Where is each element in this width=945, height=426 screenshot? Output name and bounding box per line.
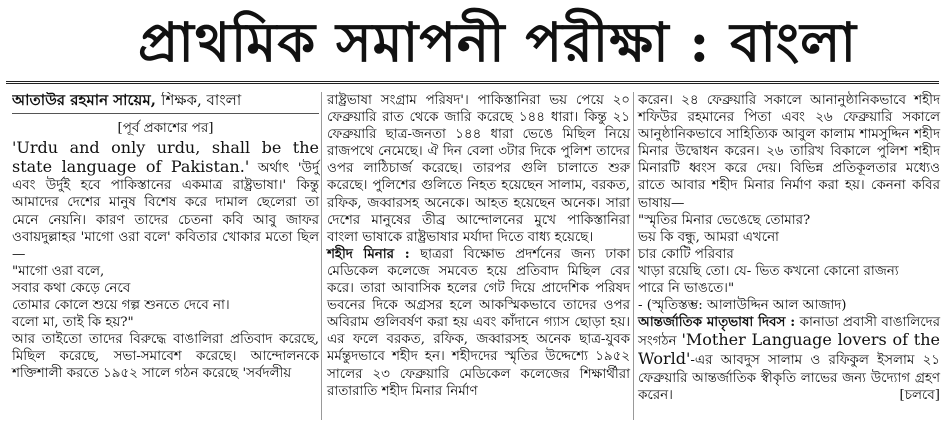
column-divider [321, 92, 322, 420]
poem [638, 212, 940, 297]
byline [12, 92, 319, 114]
organization-name: 'Mother Language lovers of the World' [638, 330, 940, 369]
poem-credit: - (স্মৃতিস্তম্ভ: আলাউদ্দিন আল আজাদ) [638, 298, 847, 314]
continued-marker: [চলবে] [899, 387, 940, 403]
column-2 [327, 92, 630, 400]
column-3 [638, 92, 940, 404]
section-heading: শহীদ মিনার : [327, 245, 410, 262]
section-heading: আন্তর্জাতিক মাতৃভাষা দিবস : [638, 314, 796, 331]
paragraph: আর তাইতো তাদের বিরুদ্ধে বাঙালিরা প্রতিবাদ করেছে, মিছিল করেছে, সভা-সমাবেশ করেছে। আন্দোলনকে শক্তিশালী করতে ১৯৫২ সালে গঠন করেছে 'সর্বদলীয় [12, 332, 319, 382]
poem-line: "মাগো ওরা বলে, [12, 263, 105, 279]
continued-note: [পূর্ব প্রকাশের পর] [117, 121, 214, 137]
paragraph-text: কানাডা প্রবাসী বাঙালিদের সংগঠন [638, 315, 941, 350]
english-quote: 'Urdu and only urdu, shall be the state language of Pakistan.' [12, 138, 319, 177]
poem-line: সবার কথা কেড়ে নেবে [12, 280, 131, 296]
column-1 [12, 92, 319, 383]
paragraph-text: ছাত্ররা বিক্ষোভ প্রদর্শনের জন্য ঢাকা মেডিকেল কলেজে সমবেত হয়ে প্রতিবাদ মিছিল বের করে। তারা আবাসিক হলের গেট দিয়ে প্রাদেশিক পরিষদ ভবনের দিকে অগ্রসর হলে আকস্মিকভাবে তাদের ওপর অবিরাম গুলিবর্ষণ করা হয় এবং কাঁদানে গ্যাস ছোড়া হয়। এর ফলে বরকত, রফিক, জব্বারসহ অনেক ছাত্র-যুবক মর্মন্তুদভাবে শহীদ হন। শহীদদের স্মৃতির উদ্দেশ্যে ১৯৫২ সালের ২৩ ফেব্রুয়ারি মেডিকেল কলেজের শিক্ষার্থীরা রাতারাতি শহীদ মিনার নির্মাণ [327, 246, 630, 399]
title-divider [6, 81, 939, 84]
paragraph: করেন। ২৪ ফেব্রুয়ারি সকালে আনানুষ্ঠানিকভাবে শহীদ শফিউর রহমানের পিতা এবং ২৬ ফেব্রুয়ারি সকালে আনুষ্ঠানিকভাবে সাহিত্যিক আবুল কালাম শামসুদ্দিন শহীদ মিনার উদ্বোধন করেন। ২৬ তারিখ বিকালে পুলিশ শহীদ মিনারটি ধ্বংস করে দেয়। বিভিন্ন প্রতিকূলতার মধ্যেও রাতে আবার শহীদ মিনার নির্মাণ করা হয়। কেননা কবির ভাষায়— [638, 93, 940, 211]
poem-line: তোমার কোলে শুয়ে গল্প শুনতে দেবে না। [12, 298, 230, 314]
paragraph: রাষ্ট্রভাষা সংগ্রাম পরিষদ'। পাকিস্তানিরা ভয় পেয়ে ২০ ফেব্রুয়ারি রাত থেকে জারি করেছে ১৪৪ ধারা। কিন্তু ২১ ফেব্রুয়ারি ছাত্র-জনতা ১৪৪ ধারা ভেঙে মিছিল নিয়ে রাজপথে নেমেছে। ঐ দিন বেলা ৩টার দিকে পুলিশ তাদের ওপর লাঠিচার্জ করেছে। তারপর গুলি চালাতে শুরু করেছে। পুলিশের গুলিতে নিহত হয়েছেন সালাম, বরকত, রফিক, জব্বারসহ অনেকে। আহত হয়েছেন অনেক। সারা দেশের মানুষের তীব্র আন্দোলনের মুখে পাকিস্তানিরা বাংলা ভাষাকে রাষ্ট্রভাষার মর্যাদা দিতে বাধ্য হয়েছে। [327, 93, 630, 245]
author-role: শিক্ষক, বাংলা [161, 92, 242, 109]
poem-line: ভয় কি বন্ধু, আমরা এখনো [638, 229, 779, 245]
paragraph-text: -এর আবদুস সালাম ও রফিকুল ইসলাম ২১ ফেব্রুয়ারি আন্তর্জাতিক স্বীকৃতি লাভের জন্য উদ্যোগ গ্রহণ করেন। [638, 353, 940, 403]
author-name: আতাউর রহমান সায়েম, [12, 92, 156, 109]
paragraph-text: অর্থাৎ 'উর্দু এবং উর্দুই হবে পাকিস্তানের একমাত্র রাষ্ট্রভাষা।' কিন্তু আমাদের দেশের মানুষ বিশেষ করে দামাল ছেলেরা তা মেনে নেয়নি। কারণ তাদের চেতনা কবি আবু জাফর ওবায়দুল্লাহর 'মাগো ওরা বলে' কবিতার খোকার মতো ছিল— [12, 161, 320, 262]
poem-line: বলো মা, তাই কি হয়?" [12, 315, 134, 331]
poem [12, 263, 319, 331]
poem-line: "স্মৃতির মিনার ভেঙেছে তোমার? [638, 212, 811, 228]
poem-line: পারে নি ভাঙতে।" [638, 281, 735, 297]
poem-line: খাড়া রয়েছি তো। যে- ভিত কখনো কোনো রাজন্য [638, 263, 899, 279]
paragraph [327, 246, 630, 400]
paragraph [638, 314, 940, 403]
column-divider [633, 92, 634, 420]
masthead [0, 0, 945, 84]
paragraph [12, 139, 319, 263]
page-title: প্রাথমিক সমাপনী পরীক্ষা : বাংলা [138, 10, 857, 74]
poem-line: চার কোটি পরিবার [638, 246, 734, 262]
